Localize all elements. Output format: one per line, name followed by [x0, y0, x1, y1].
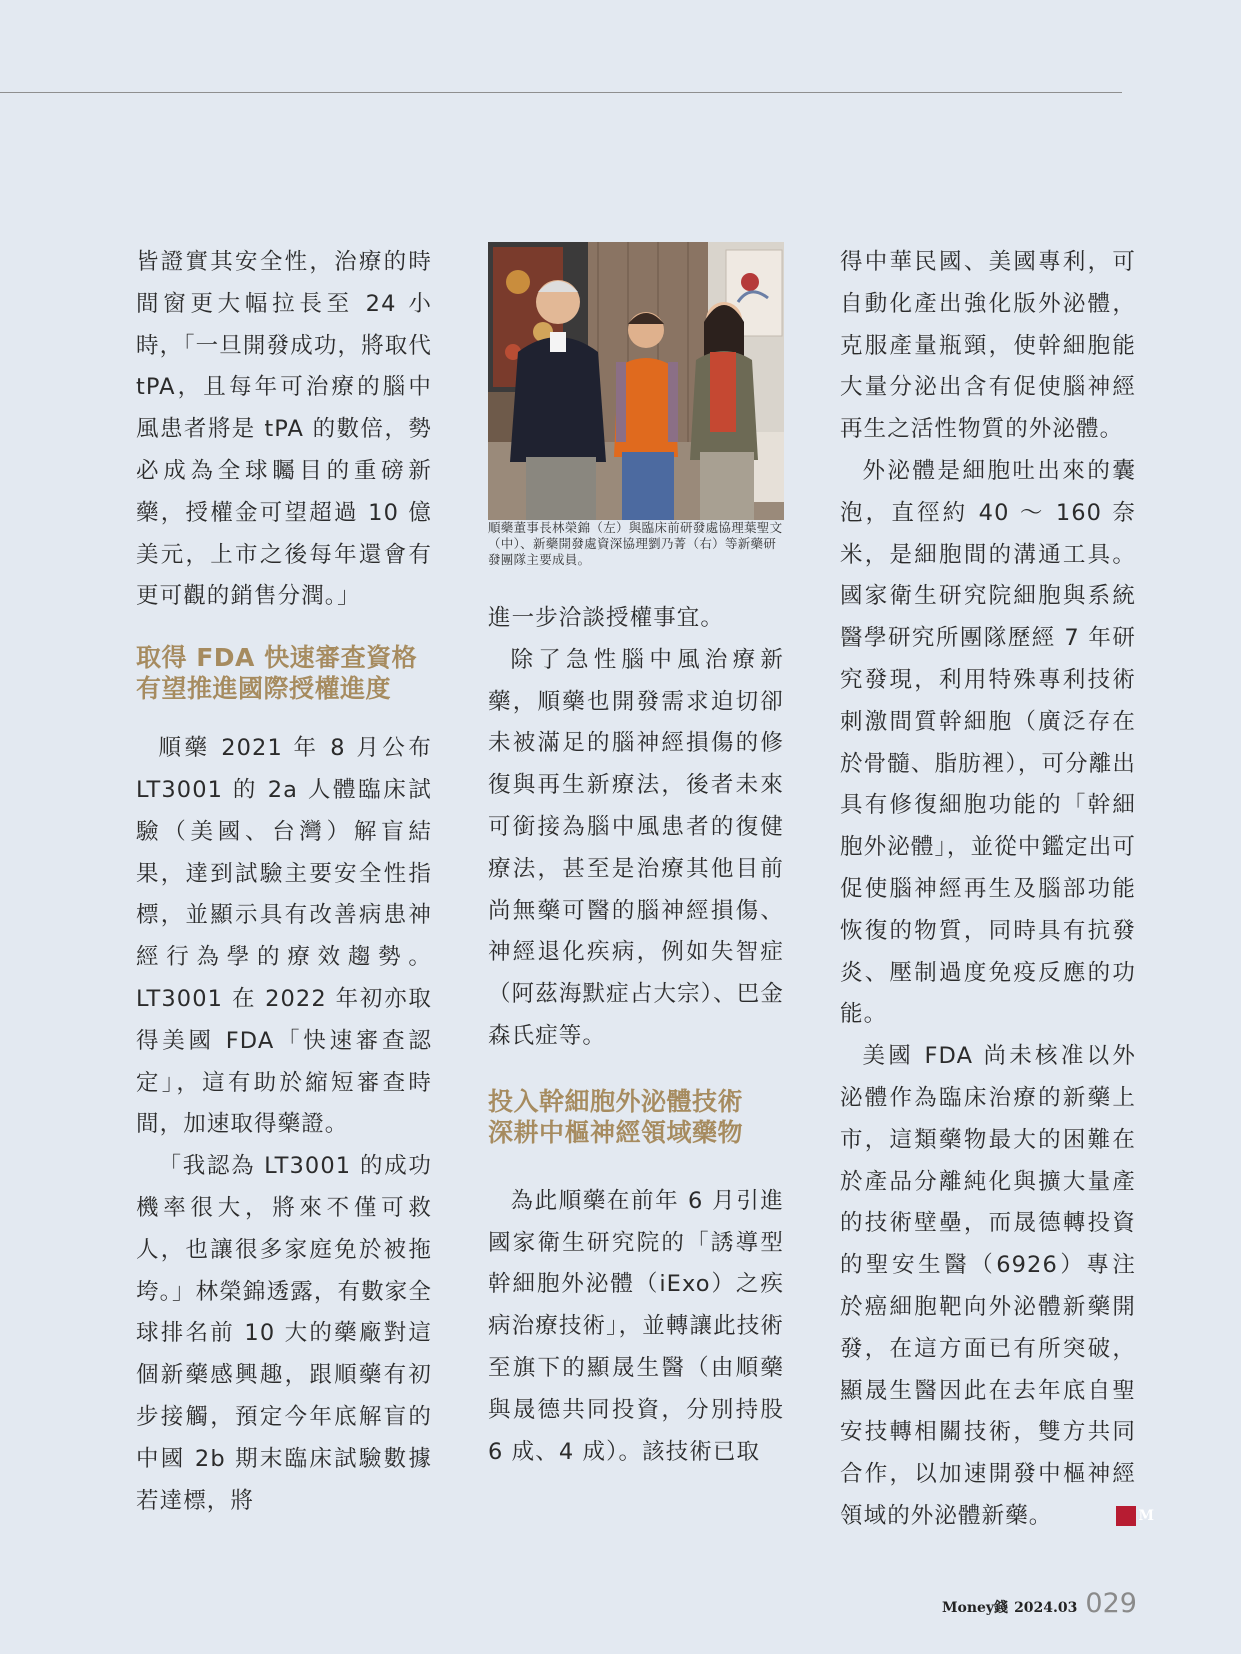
issue-date: 2024.03: [1014, 1600, 1078, 1616]
section-heading-fda: [136, 642, 432, 704]
article-column-3: [840, 242, 1154, 1538]
col1-paragraph-3: 「我認為 LT3001 的成功機率很大，將來不僅可救人，也讓很多家庭免於被拖垮。」林榮錦透露，有數家全球排名前 10 大的藥廠對這個新藥感興趣，跟順藥有初步接觸，預定今年底解盲的中國 2b 期末臨床試驗數據若達標，將: [136, 1153, 432, 1514]
col3-paragraph-1: 得中華民國、美國專利，可自動化產出強化版外泌體，克服產量瓶頸，使幹細胞能大量分泌出含有促使腦神經再生之活性物質的外泌體。: [840, 249, 1136, 443]
col3-paragraph-3-text: 美國 FDA 尚未核准以外泌體作為臨床治療的新藥上市，這類藥物最大的困難在於產品分離純化與擴大量產的技術壁壘，而晟德轉投資的聖安生醫（6926）專注於癌細胞靶向外泌體新藥開發，在這方面已有所突破，顯晟生醫因此在去年底自聖安技轉相關技術，雙方共同合作，以加速開發中樞神經領域的外泌體新藥。: [840, 1043, 1136, 1529]
col2-paragraph-3: 為此順藥在前年 6 月引進國家衛生研究院的「誘導型幹細胞外泌體（iExo）之疾病治療技術」，並轉讓此技術至旗下的顯晟生醫（由順藥與晟德共同投資，分別持股 6 成、4 成）。該技術已取: [488, 1187, 784, 1465]
section-heading-exosome-line1: 投入幹細胞外泌體技術: [488, 1086, 744, 1116]
magazine-name: Money錢: [942, 1600, 1009, 1616]
photo-caption: 順藥董事長林榮錦（左）與臨床前研發處協理葉聖文（中）、新藥開發處資深協理劉乃菁（右）等新藥研發團隊主要成員。: [488, 520, 783, 567]
col1-paragraph-1: 皆證實其安全性，治療的時間窗更大幅拉長至 24 小時，「一旦開發成功，將取代 tPA，且每年可治療的腦中風患者將是 tPA 的數倍，勢必成為全球矚目的重磅新藥，授權金可望超過 10 億美元，上市之後每年還會有更可觀的銷售分潤。」: [136, 249, 432, 610]
col2-paragraph-1: 進一步洽談授權事宜。: [488, 605, 725, 631]
section-heading-fda-line1: 取得 FDA 快速審查資格: [136, 643, 418, 673]
section-heading-exosome-line2: 深耕中樞神經領域藥物: [488, 1117, 744, 1147]
article-end-mark-icon: M: [1116, 1506, 1136, 1526]
article-column-2: [488, 242, 784, 1473]
section-heading-fda-line2: 有望推進國際授權進度: [136, 674, 392, 704]
page-footer: [942, 1588, 1137, 1624]
top-divider: [0, 92, 1122, 93]
col3-paragraph-2: 外泌體是細胞吐出來的囊泡，直徑約 40 ～ 160 奈米，是細胞間的溝通工具。國家衛生研究院細胞與系統醫學研究所團隊歷經 7 年研究發現，利用特殊專利技術刺激間質幹細胞（廣泛存在於骨髓、脂肪裡），可分離出具有修復細胞功能的「幹細胞外泌體」，並從中鑑定出可促使腦神經再生及腦部功能恢復的物質，同時具有抗發炎、壓制過度免疫反應的功能。: [840, 457, 1136, 1028]
article-column-1: [136, 242, 432, 1522]
col1-paragraph-2: 順藥 2021 年 8 月公布 LT3001 的 2a 人體臨床試驗（美國、台灣）解盲結果，達到試驗主要安全性指標，並顯示具有改善病患神經行為學的療效趨勢。LT3001 在 2022 年初亦取得美國 FDA「快速審查認定」，這有助於縮短審查時間，加速取得藥證。: [136, 735, 432, 1138]
col2-paragraph-2: 除了急性腦中風治療新藥，順藥也開發需求迫切卻未被滿足的腦神經損傷的修復與再生新療法，後者未來可銜接為腦中風患者的復健療法，甚至是治療其他目前尚無藥可醫的腦神經損傷、神經退化疾病，例如失智症（阿茲海默症占大宗）、巴金森氏症等。: [488, 646, 784, 1049]
section-heading-exosome: [488, 1086, 784, 1148]
team-photo-figure: [488, 242, 784, 568]
page-number: 029: [1085, 1588, 1137, 1619]
col3-paragraph-3: [840, 1036, 1154, 1538]
team-photo: [488, 242, 784, 520]
